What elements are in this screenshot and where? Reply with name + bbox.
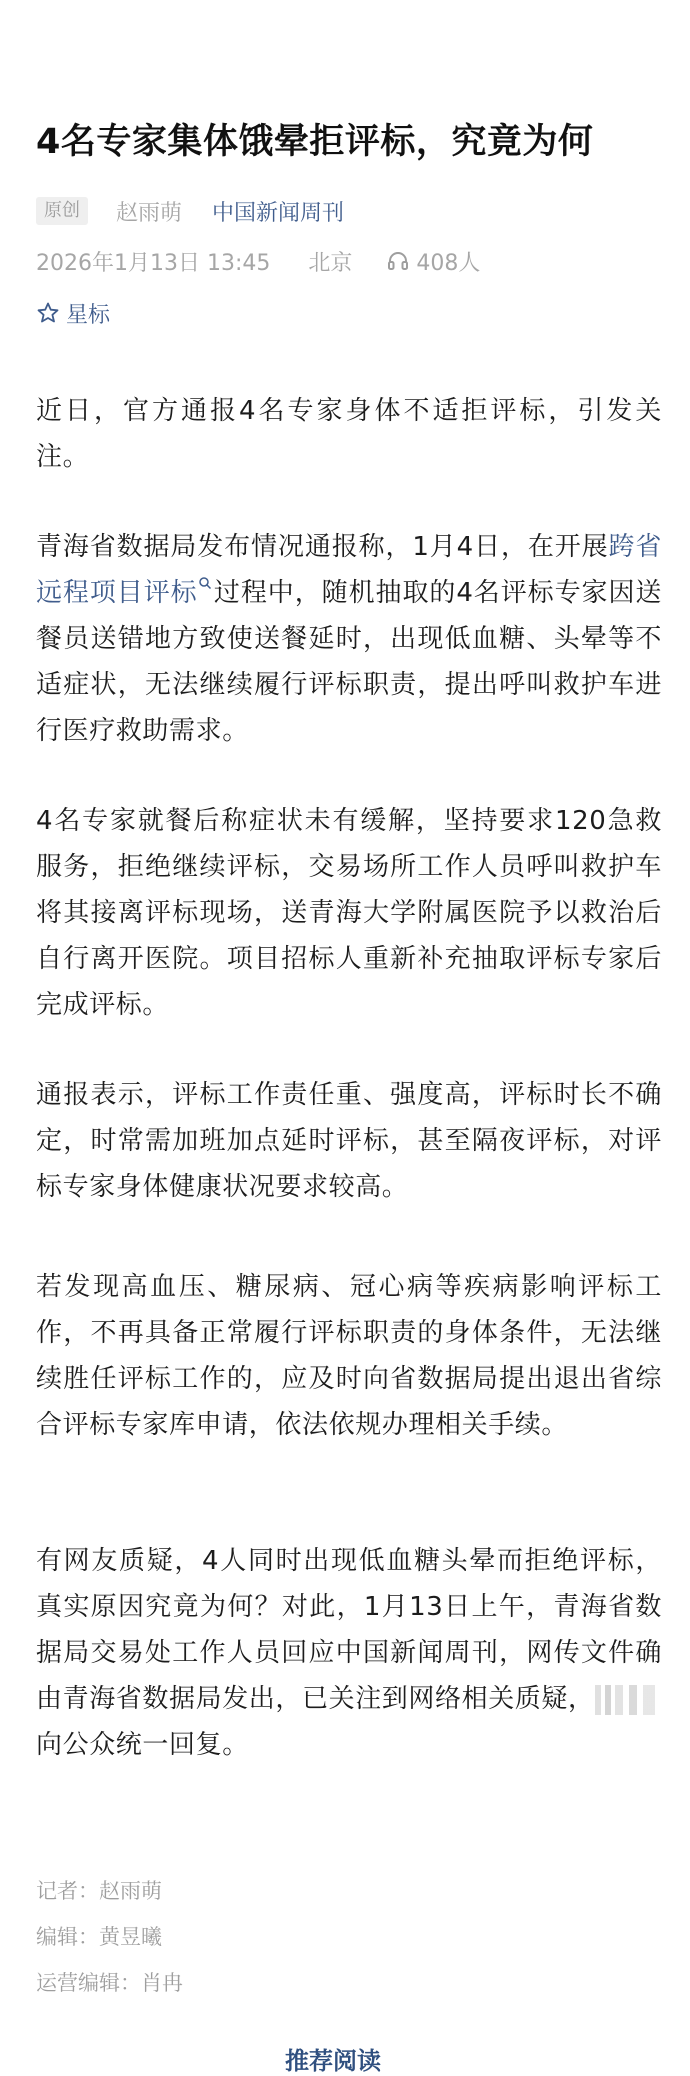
credit-editor-name: 黄昱曦 (99, 1925, 162, 1949)
author-name[interactable]: 赵雨萌 (116, 200, 183, 226)
paragraph-5: 若发现高血压、糖尿病、冠心病等疾病影响评标工作，不再具备正常履行评标职责的身体条件，无法继续胜任评标工作的，应及时向省数据局提出退出省综合评标专家库申请，依法依规办理相关手续。 (36, 1272, 662, 1440)
listen-button[interactable] (386, 246, 480, 277)
star-label: 星标 (66, 302, 111, 328)
paragraph-4: 通报表示，评标工作责任重、强度高，评标时长不确定，时常需加班加点延时评标，甚至隔夜评标，对评标专家身体健康状况要求较高。 (36, 1080, 662, 1202)
meta-row-time (36, 246, 480, 276)
publish-datetime: 2026年1月13日 13:45 (36, 250, 271, 276)
original-badge: 原创 (36, 197, 88, 225)
obscured-text-mark (595, 1685, 655, 1715)
publish-location: 北京 (308, 250, 353, 276)
paragraph-3: 4名专家就餐后称症状未有缓解，坚持要求120急救服务，拒绝继续评标，交易场所工作人员呼叫救护车将其接离评标现场，送青海大学附属医院予以救治后自行离开医院。项目招标人重新补充抽取评标专家后完成评标。 (36, 806, 662, 1020)
credit-editor (36, 1922, 162, 1952)
inline-search-link-label: 跨省远程项目评标 (36, 532, 662, 608)
more-reading-heading[interactable]: 推荐阅读 (285, 2047, 381, 2075)
credit-ops-editor (36, 1968, 183, 1998)
credit-reporter (36, 1876, 162, 1906)
article-title: 4名专家集体饿晕拒评标，究竟为何 (36, 122, 594, 162)
paragraph-1: 近日，官方通报4名专家身体不适拒评标，引发关注。 (36, 396, 662, 472)
paragraph-2-text-before: 青海省数据局发布情况通报称，1月4日，在开展 (36, 532, 609, 562)
paragraph-2-text-after: 过程中，随机抽取的4名评标专家因送餐员送错地方致使送餐延时，出现低血糖、头晕等不适症状，无法继续履行评标职责，提出呼叫救护车进行医疗救助需求。 (36, 578, 662, 746)
star-outline-icon (36, 301, 60, 325)
credit-editor-label: 编辑： (36, 1925, 99, 1949)
paragraph-2 (36, 524, 662, 754)
credit-reporter-name: 赵雨萌 (99, 1879, 162, 1903)
paragraph-6-text-after: 向公众统一回复。 (36, 1730, 249, 1760)
source-account-link[interactable]: 中国新闻周刊 (212, 200, 345, 226)
headphone-icon (386, 249, 410, 273)
credit-ops-editor-name: 肖冉 (141, 1971, 183, 1995)
paragraph-6-text-before: 有网友质疑，4人同时出现低血糖头晕而拒绝评标，真实原因究竟为何？对此，1月13日上午，青海省数据局交易处工作人员回应中国新闻周刊，网传文件确由青海省数据局发出，已关注到网络相关质疑， (36, 1546, 662, 1714)
credit-reporter-label: 记者： (36, 1879, 99, 1903)
search-icon (198, 576, 212, 590)
credit-ops-editor-label: 运营编辑： (36, 1971, 141, 1995)
paragraph-6 (36, 1538, 662, 1768)
meta-row-source (36, 196, 344, 226)
listen-count: 408人 (416, 250, 481, 276)
meta-row-star (36, 298, 110, 328)
star-button[interactable] (36, 298, 110, 329)
